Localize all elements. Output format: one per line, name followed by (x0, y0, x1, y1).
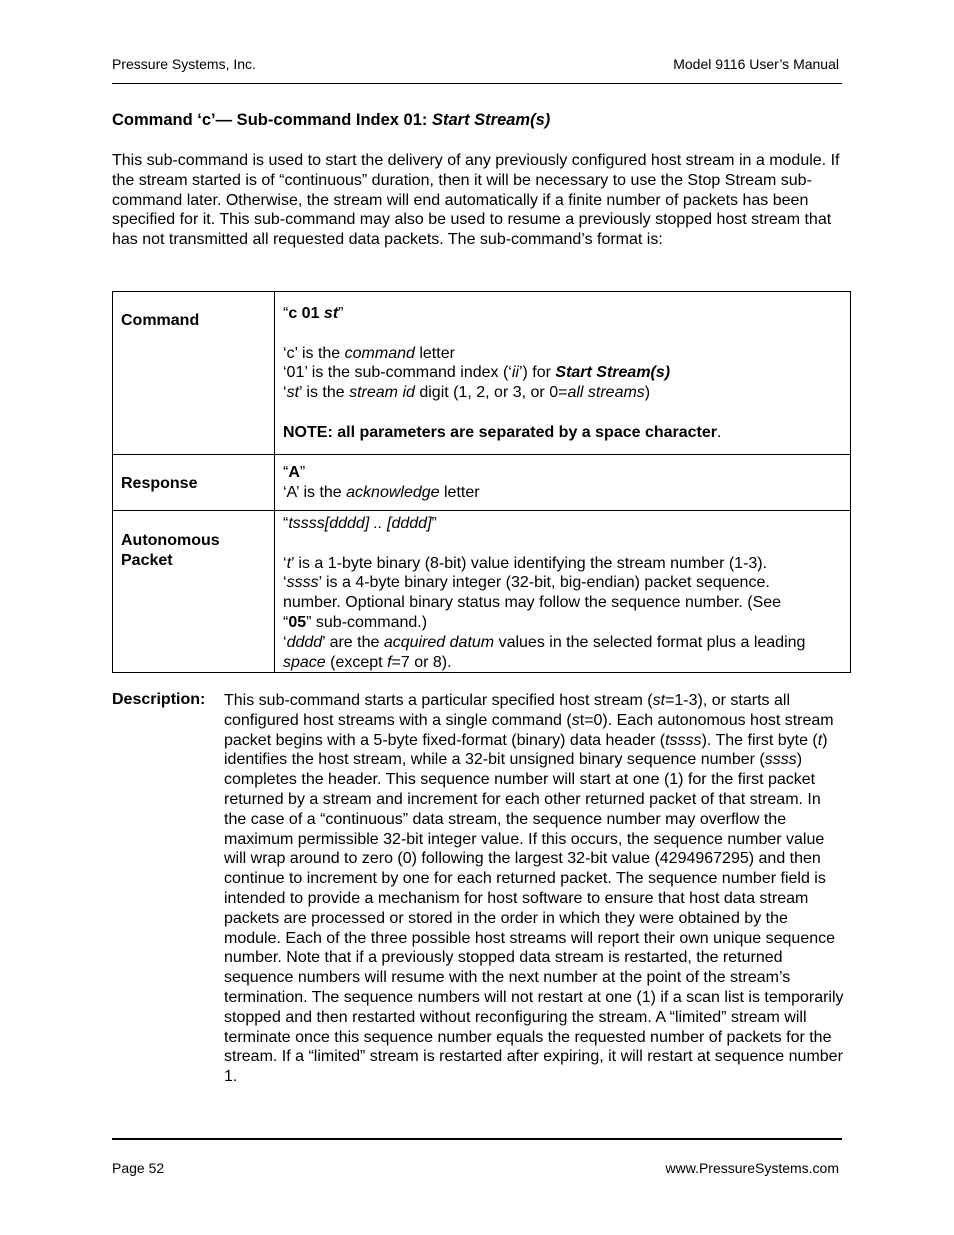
packet-syntax: “tssss[dddd] .. [dddd]” (283, 515, 437, 532)
intro-paragraph: This sub-command is used to start the delivery of any previously configured host stream in a module. If the stream started is of “continuous” duration, then it will be necessary to use the Stop Stream sub-command later. Otherwise, the stream will end automatically if a finite number of packets has been specified for it. This sub-command may also be used to resume a previously stopped host stream that has not transmitted all requested data packets. The sub-command’s format is: (112, 152, 840, 249)
section-title (112, 111, 550, 130)
response-label: Response (113, 455, 275, 511)
packet-value (275, 511, 851, 673)
table-row-command (113, 292, 851, 455)
packet-line-t: ‘t’ is a 1-byte binary (8-bit) value identifying the stream number (1-3). (283, 554, 768, 572)
section-title-prefix: Command ‘c’— Sub-command Index 01: (112, 111, 432, 129)
section-title-italic: Start Stream(s) (431, 111, 551, 129)
description-label: Description: (112, 691, 206, 708)
command-format-table (112, 291, 851, 673)
response-syntax: “A” (283, 464, 306, 481)
footer-website-link[interactable]: www.PressureSystems.com (665, 1160, 839, 1176)
footer-rule (112, 1138, 842, 1140)
packet-line-status: number. Optional binary status may follow the sequence number. (See (283, 594, 782, 612)
table-row-response (113, 455, 851, 511)
response-value (275, 455, 851, 511)
command-line-c: ‘c’ is the command letter (283, 344, 455, 362)
command-line-stream-id: ‘st’ is the stream id digit (1, 2, or 3, or 0=all streams) (283, 384, 651, 402)
packet-line-dddd: ‘dddd’ are the acquired datum values in the selected format plus a leading (283, 633, 806, 651)
description-paragraph: This sub-command starts a particular specified host stream (st=1-3), or starts all configured host streams with a single command (st=0). Each autonomous host stream packet begins with a 5-byte fixed-format (binary) data header (tssss). The first byte (t) identifies the host stream, while a 32-bit unsigned binary sequence number (ssss) completes the header. This sequence number will start at one (1) for the first packet returned by a stream and increment for each other returned packet of that stream. In the case of a “continuous” data stream, the sequence number may overflow the maximum permissible 32-bit integer value. If this occurs, the sequence number value will wrap around to zero (0) following the largest 32-bit value (4294967295) and then continue to increment by one for each returned packet. The sequence number field is intended to provide a mechanism for host software to ensure that host data stream packets are processed or stored in the order in which they were obtained by the module. Each of the three possible host streams will report their own unique sequence number. Note that if a previously stopped data stream is restarted, the returned sequence numbers will resume with the next number at the point of the stream’s termination. The sequence numbers will not restart at one (1) if a scan list is temporarily stopped and then restarted without reconfiguring the stream. A “limited” stream will terminate once this sequence number equals the requested number of packets for the stream. If a “limited” stream is restarted after expiring, it will restart at sequence number 1. (224, 692, 844, 1086)
footer-page-number: Page 52 (112, 1160, 165, 1176)
table-row-packet (113, 511, 851, 673)
command-note: NOTE: all parameters are separated by a space character. (283, 423, 722, 441)
packet-line-see: “05” sub-command.) (283, 613, 428, 631)
packet-label: Autonomous Packet (113, 511, 275, 673)
packet-line-ssss: ‘ssss’ is a 4-byte binary integer (32-bit, big-endian) packet sequence. (283, 574, 770, 592)
packet-line-space: space (except f=7 or 8). (283, 653, 452, 671)
response-line: ‘A’ is the acknowledge letter (283, 483, 480, 501)
command-label: Command (113, 292, 275, 455)
command-value (275, 292, 851, 455)
header-manual-title: Model 9116 User’s Manual (673, 56, 839, 72)
header-company: Pressure Systems, Inc. (112, 56, 256, 72)
command-line-index: ‘01’ is the sub-command index (‘ii’) for Start Stream(s) (283, 364, 671, 382)
header-rule (112, 83, 842, 84)
command-syntax: “c 01 st” (283, 305, 344, 322)
